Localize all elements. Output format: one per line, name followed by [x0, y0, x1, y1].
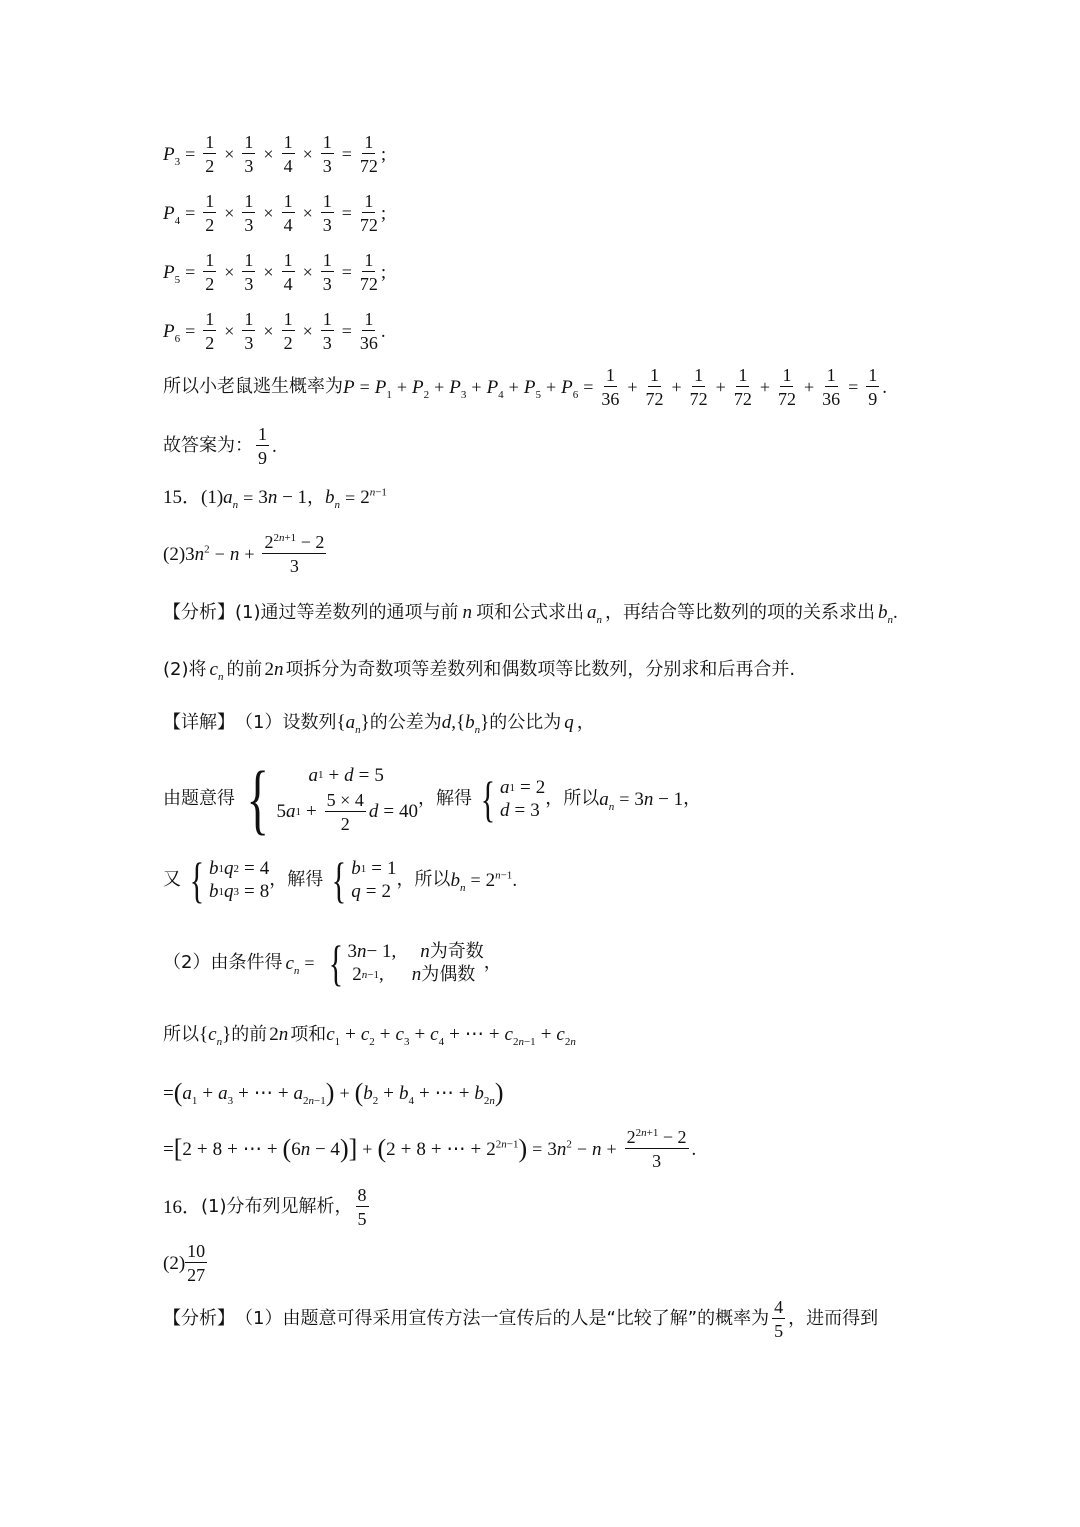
q15-detail-4: （2）由条件得 $c_n$ = { 3 n − 1, n 为奇数 2 n−1 , n 为偶数 ，	[163, 935, 502, 991]
factor-fraction: $\frac{1}{3}$	[322, 250, 332, 294]
probability-line: $P_5$ = $\frac{1}{2}$ × $\frac{1}{3}$ × $\frac{1}{4}$ × $\frac{1}{3}$ = $\frac{1}{72}$ ;	[163, 250, 387, 294]
factor-fraction: $\frac{1}{4}$	[283, 132, 293, 176]
q15-detail-3: 又 { b 1 q 2 = 4 b 1 q 3 = 8 ，解得 { b 1 = 1 q = 2 ，所以 $b_n$ = $2^{n-1}$.	[163, 852, 518, 908]
q15-label: 15．	[163, 487, 202, 508]
sum-term-fraction: $\frac{1}{36}$	[822, 365, 841, 409]
answer-fraction: $\frac{1}{9}$	[258, 424, 267, 468]
factor-fraction: $\frac{1}{2}$	[205, 191, 215, 235]
q16-analysis: 【分析】 （1）由题意可得采用宣传方法一宣传后的人是“比较了解”的概率为 $\frac{4}{5}$ ，进而得到	[163, 1297, 879, 1341]
q15-detail-5: 所以 $\{c_n\}$ 的前 2n 项和 $c_1 + c_2 + c_3 + c_4$ + ⋯ + $c_{2n-1} + c_{2n}$	[163, 1023, 576, 1048]
result-fraction: $\frac{1}{72}$	[359, 250, 378, 294]
q16-answer-2: (2) $\frac{10}{27}$	[163, 1241, 206, 1285]
factor-fraction: $\frac{1}{2}$	[283, 309, 293, 353]
probability-line: $P_4$ = $\frac{1}{2}$ × $\frac{1}{3}$ × $\frac{1}{4}$ × $\frac{1}{3}$ = $\frac{1}{72}$ ;	[163, 191, 387, 235]
result-fraction: $\frac{1}{72}$	[359, 191, 378, 235]
result-fraction: $\frac{1}{36}$	[359, 309, 378, 353]
sum-term-fraction: $\frac{1}{72}$	[689, 365, 708, 409]
total-probability-line: 所以小老鼠逃生概率为 P = $P_1$ + $P_2$ + $P_3$ + $P_4$ + $P_5$ + $P_6$ = $\frac{1}{36}$ + $\frac{1}{72}$ + $\frac{1}{72}$ + $\frac{1}{72}$ + $\frac{1}{72}$ + $\frac{1}{36}$ = $\frac{1}{9}$ .	[163, 365, 888, 409]
answer-line: 故答案为： $\frac{1}{9}$ .	[163, 424, 277, 468]
factor-fraction: $\frac{1}{3}$	[322, 309, 332, 353]
factor-fraction: $\frac{1}{2}$	[205, 250, 215, 294]
detail-tag: 【详解】	[163, 711, 235, 733]
factor-fraction: $\frac{1}{4}$	[283, 191, 293, 235]
q15-analysis-1: 【分析】 (1)通过等差数列的通项与前 n 项和公式求出 $a_n$ ，再结合等比数列的项的关系求出 $b_n$.	[163, 601, 898, 626]
factor-fraction: $\frac{1}{3}$	[244, 309, 254, 353]
q16-answer-1: 16． (1)分布列见解析， $\frac{8}{5}$	[163, 1185, 367, 1229]
sum-term-fraction: $\frac{1}{36}$	[601, 365, 620, 409]
factor-fraction: $\frac{1}{3}$	[322, 132, 332, 176]
answer-prefix: 故答案为：	[163, 435, 253, 456]
sum-term-fraction: $\frac{1}{72}$	[777, 365, 796, 409]
sum-term-fraction: $\frac{1}{72}$	[645, 365, 664, 409]
q15-detail-1: 【详解】 （1）设数列 $\{a_n\}$ 的公差为 $d,\{b_n\}$ 的公比为 q ，	[163, 711, 595, 736]
factor-fraction: $\frac{1}{2}$	[205, 309, 215, 353]
q15-answer-2: (2) $3n^2$ − n + $\frac{2^{2n+1} - 2}{3}$	[163, 532, 325, 576]
factor-fraction: $\frac{1}{3}$	[244, 132, 254, 176]
total-result-fraction: $\frac{1}{9}$	[868, 365, 878, 409]
q15-answer-1: 15． (1) $a_n$ = 3n − 1 ， $b_n$ = $2^{n-1}$	[163, 486, 387, 511]
result-fraction: $\frac{1}{72}$	[359, 132, 378, 176]
sum-term-fraction: $\frac{1}{72}$	[733, 365, 752, 409]
factor-fraction: $\frac{1}{3}$	[244, 191, 254, 235]
analysis-tag: 【分析】	[163, 601, 235, 623]
factor-fraction: $\frac{1}{4}$	[283, 250, 293, 294]
factor-fraction: $\frac{1}{3}$	[322, 191, 332, 235]
q15-detail-2: 由题意得 { a 1 + d = 5 5 a 1 + $\frac{5 \times 4}{2}$ d = 40 ，解得 { a 1 = 2 d = 3 ，所以 $a_n$ = 3n − 1 ，	[163, 755, 702, 842]
q15-detail-7: = [ 2 + 8 + ⋯ + ( 6n − 4 ) ] + ( 2 + 8 + ⋯ + $2^{2n-1}$ ) = $3n^2$ − n + $\frac{2^{2n+1} - 2}{3}$ .	[163, 1127, 697, 1171]
probability-line: $P_6$ = $\frac{1}{2}$ × $\frac{1}{3}$ × $\frac{1}{2}$ × $\frac{1}{3}$ = $\frac{1}{36}$ .	[163, 309, 386, 353]
factor-fraction: $\frac{1}{2}$	[205, 132, 215, 176]
factor-fraction: $\frac{1}{3}$	[244, 250, 254, 294]
q16-label: 16．	[163, 1196, 202, 1218]
q15-analysis-2: (2)将 $c_n$ 的前 2n 项拆分为奇数项等差数列和偶数项等比数列，分别求和后再合并.	[163, 658, 796, 683]
probability-line: $P_3$ = $\frac{1}{2}$ × $\frac{1}{3}$ × $\frac{1}{4}$ × $\frac{1}{3}$ = $\frac{1}{72}$ ;	[163, 132, 387, 176]
q15-detail-6: = ( $a_1 + a_3$ + ⋯ + $a_{2n-1}$ ) + ( $b_2 + b_4$ + ⋯ + $b_{2n}$ )	[163, 1078, 504, 1107]
total-prefix: 所以小老鼠逃生概率为	[163, 376, 343, 397]
